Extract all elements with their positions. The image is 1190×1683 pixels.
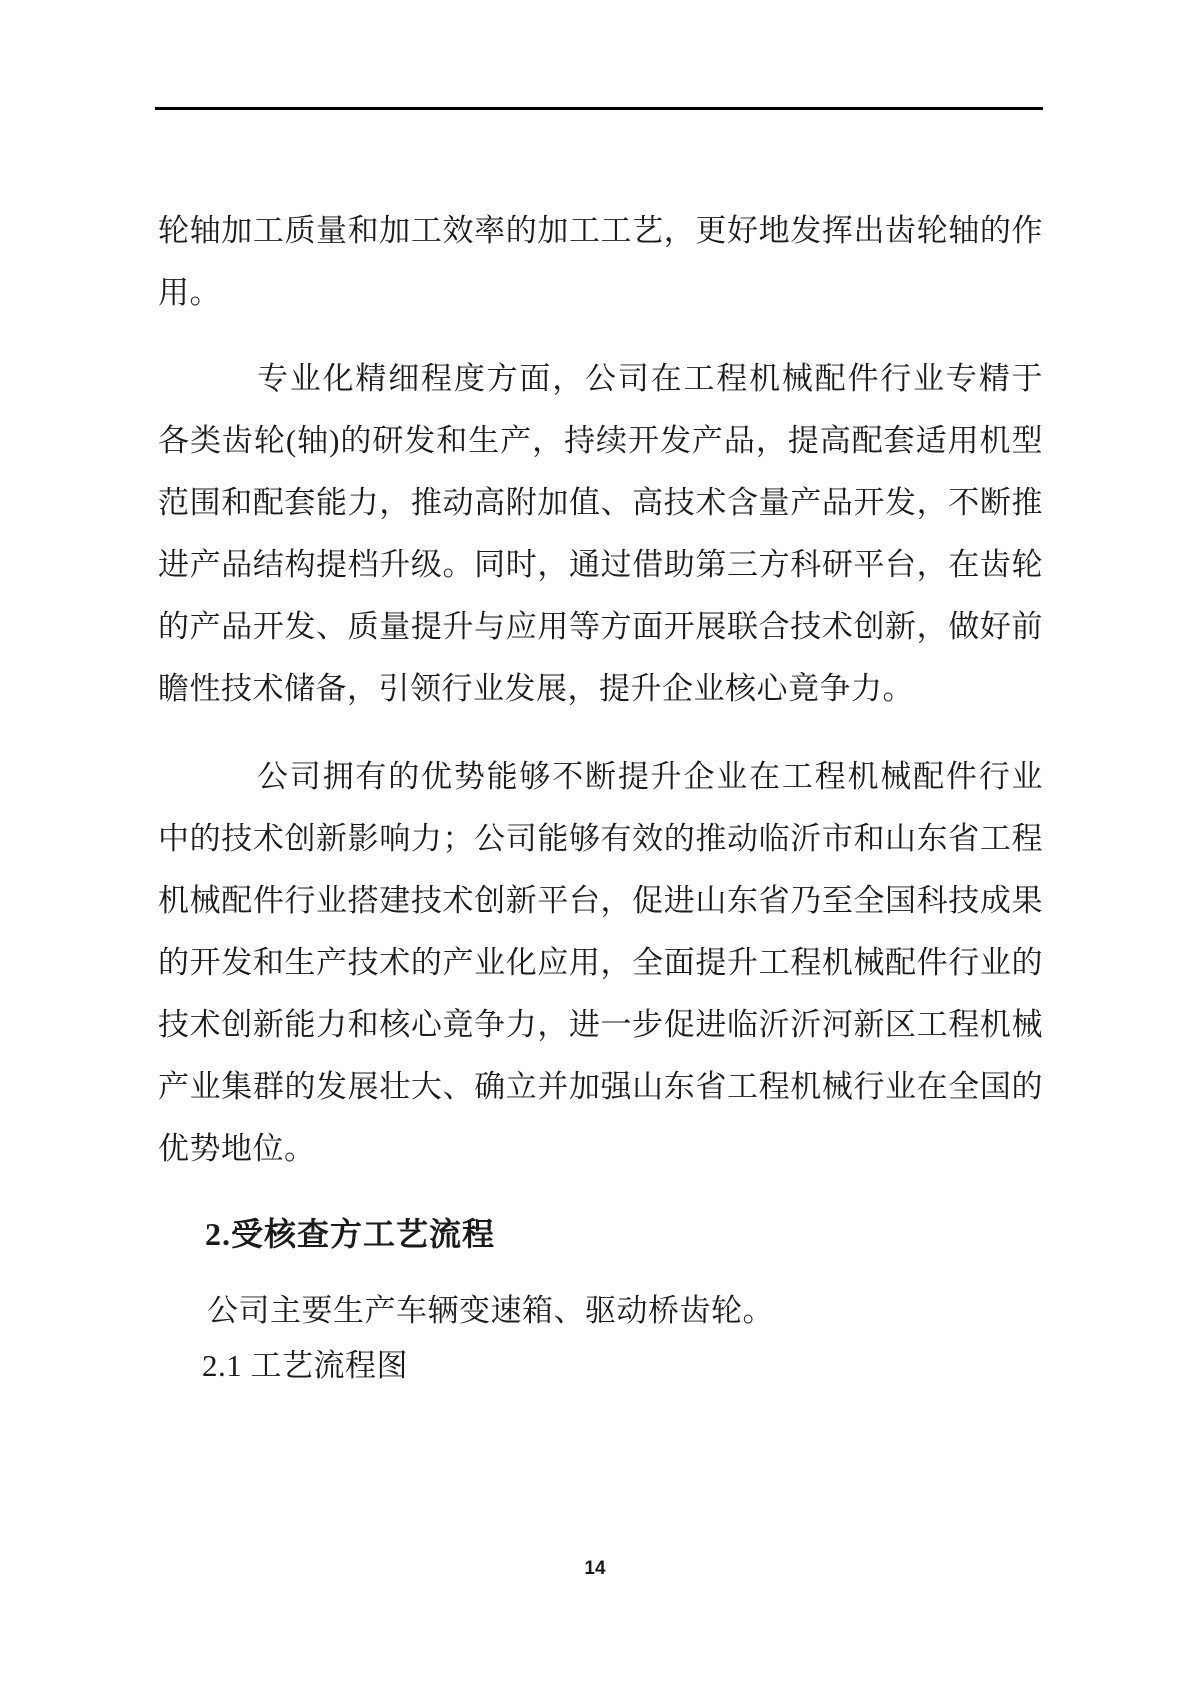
paragraph-gear-shaft-process: 轮轴加工质量和加工效率的加工工艺，更好地发挥出齿轮轴的作用。	[158, 213, 1043, 310]
paragraph-specialization: 专业化精细程度方面，公司在工程机械配件行业专精于各类齿轮(轴)的研发和生产，持续开发产品，提高配套适用机型范围和配套能力，推动高附加值、高技术含量产品开发，不断推进产品结构提档升级。同时，通过借助第三方科研平台，在齿轮的产品开发、质量提升与应用等方面开展联合技术创新，做好前瞻性技术储备，引领行业发展，提升企业核心竟争力。	[158, 361, 1043, 706]
subsection-label-process-flow-diagram: 2.1 工艺流程图	[202, 1348, 408, 1383]
document-body	[158, 200, 1043, 1393]
paragraph-company-advantages: 公司拥有的优势能够不断提升企业在工程机械配件行业中的技术创新影响力；公司能够有效的推动临沂市和山东省工程机械配件行业搭建技术创新平台，促进山东省乃至全国科技成果的开发和生产技术的产业化应用，全面提升工程机械配件行业的技术创新能力和核心竟争力，进一步促进临沂沂河新区工程机械产业集群的发展壮大、确立并加强山东省工程机械行业在全国的优势地位。	[158, 759, 1043, 1166]
paragraph-main-products: 公司主要生产车辆变速箱、驱动桥齿轮。	[207, 1293, 774, 1328]
header-rule-divider	[155, 107, 1043, 110]
page-number: 14	[584, 1558, 606, 1579]
section-heading-process-flow: 2.受核查方工艺流程	[205, 1216, 496, 1252]
